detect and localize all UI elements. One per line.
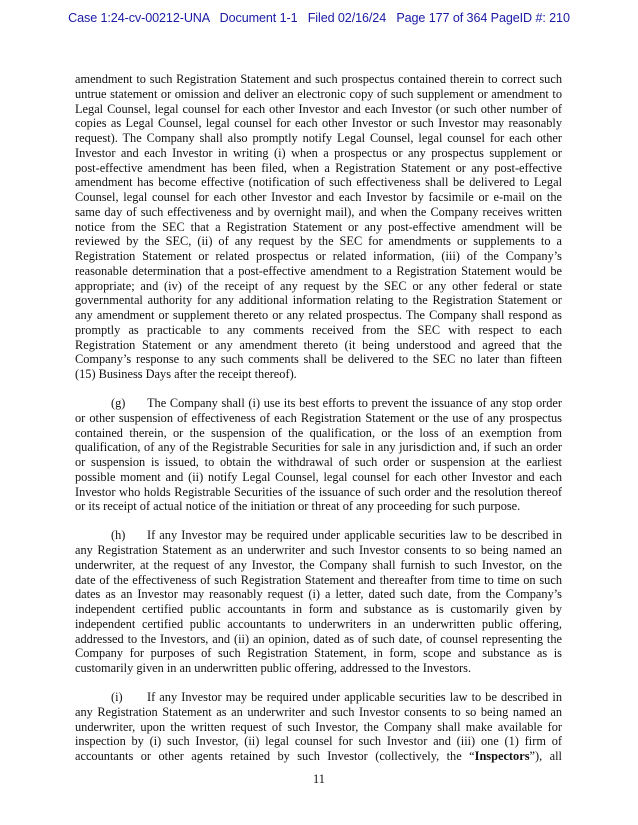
- text-line: dates as an Investor may reasonably request (i) a letter, dated such date, from the Company’s: [75, 587, 562, 602]
- text-line: (g) The Company shall (i) use its best efforts to prevent the issuance of any stop order: [111, 396, 562, 411]
- text-line: (i) If any Investor may be required under applicable securities law to be described in: [111, 690, 562, 705]
- text-line: Investor who holds Registrable Securities of the issuance of such order and the resolution thereof: [75, 484, 562, 499]
- paragraph-h: [75, 528, 562, 676]
- text-line: accountants or other agents retained by such Investor (collectively, the “Inspectors”), all: [75, 749, 562, 764]
- text-line: possible moment and (ii) notify Legal Counsel, legal counsel for each other Investor and each: [75, 469, 562, 484]
- text-line: contained therein, or the suspension of the qualification, or the loss of an exemption from: [75, 425, 562, 440]
- text-line: promptly as practicable to any comments received from the SEC with respect to each: [75, 322, 562, 337]
- text-line: post-effective amendment has been filed, when a Registration Statement or any post-effective: [75, 160, 562, 175]
- paragraph-i: [75, 690, 562, 764]
- text-line: Registration Statement or any amendment thereto (it being understood and agreed that the: [75, 337, 562, 352]
- text-line: Investor and each Investor in writing (i) when a prospectus or any prospectus supplement or: [75, 145, 562, 160]
- text-line: Company’s response to any such comments shall be delivered to the SEC no later than fifteen: [75, 352, 562, 367]
- text-line: independent certified public accountants to underwriters in an underwritten public offering,: [75, 616, 562, 631]
- text-line: (15) Business Days after the receipt thereof).: [75, 367, 297, 381]
- text-line: or suspension is issued, to obtain the withdrawal of such order or suspension at the earliest: [75, 455, 562, 470]
- document-body: [75, 72, 562, 778]
- text-line: amendment to such Registration Statement and such prospectus contained therein to correct such: [75, 72, 562, 86]
- text-line: notice from the SEC that a Registration Statement or any post-effective amendment will be: [75, 219, 562, 234]
- text-line: addressed to the Investors, and (ii) an opinion, dated as of such date, of counsel representing the: [75, 631, 562, 646]
- court-filing-header: Case 1:24-cv-00212-UNA Document 1-1 Filed 02/16/24 Page 177 of 364 PageID #: 210: [68, 11, 570, 25]
- paragraph-continuation: [75, 72, 562, 382]
- text-line: any Registration Statement as an underwriter and such Investor consents to so being named an: [75, 543, 562, 558]
- text-line: customarily given in an underwritten public offering, addressed to the Investors.: [75, 661, 472, 676]
- text-line: inspection by (i) such Investor, (ii) legal counsel for such Investor and (iii) one (1) firm of: [75, 734, 562, 749]
- text-line: request). The Company shall also promptly notify Legal Counsel, legal counsel for each other: [75, 131, 562, 145]
- text-line: Company for purposes of such Registration Statement, in form, scope and substance as is: [75, 646, 562, 661]
- text-line: independent certified public accountants in form and substance as is customarily given by: [75, 602, 562, 617]
- text-line: underwriter, at the request of any Investor, the Company shall furnish to such Investor, on the: [75, 557, 562, 572]
- text-line: amendment has become effective (notification of such effectiveness shall be delivered to Legal: [75, 175, 562, 190]
- text-line: underwriter, upon the written request of such Investor, the Company shall make available for: [75, 719, 562, 734]
- paragraph-g: [75, 396, 562, 514]
- text-line: (h) If any Investor may be required under applicable securities law to be described in: [111, 528, 562, 543]
- text-line: any Registration Statement as an underwriter and such Investor consents to so being named an: [75, 704, 562, 719]
- text-line: same day of such effectiveness and by overnight mail), and when the Company receives written: [75, 204, 562, 219]
- defined-term-inspectors: Inspectors: [474, 749, 530, 764]
- section-label: (i): [111, 690, 123, 705]
- text-line: Registration Statement or related prospectus or related information, (iii) of the Company’s: [75, 249, 562, 263]
- text-line: reviewed by the SEC, (ii) of any request by the SEC for amendments or supplements to a: [75, 234, 562, 249]
- section-label: (g): [111, 396, 126, 411]
- text-line: appropriate; and (iv) of the receipt of any request by the SEC or any other federal or state: [75, 278, 562, 293]
- text-line: Legal Counsel, legal counsel for each other Investor and each Investor (or such other number of: [75, 101, 562, 116]
- text-line: copies as Legal Counsel, legal counsel for each other Investor or such Investor may reasonably: [75, 116, 562, 131]
- text-line: any amendment or supplement thereto or any related prospectus. The Company shall respond as: [75, 308, 562, 322]
- page-number: 11: [313, 772, 325, 786]
- section-label: (h): [111, 528, 126, 543]
- text-line: untrue statement or omission and deliver an electronic copy of such supplement or amendment to: [75, 86, 562, 101]
- text-line: or its receipt of actual notice of the initiation or threat of any proceeding for such purpose.: [75, 499, 521, 514]
- text-line: reasonable determination that a post-effective amendment to a Registration Statement would be: [75, 263, 562, 278]
- text-line: governmental authority for any additional information relating to the Registration Statement or: [75, 293, 562, 308]
- text-line: qualification, of any of the Registrable Securities for sale in any jurisdiction and, if such an order: [75, 440, 562, 455]
- text-line: or other suspension of effectiveness of each Registration Statement or the use of any prospectus: [75, 410, 562, 425]
- text-line: Counsel, legal counsel for each other Investor and each Investor by facsimile or e-mail on the: [75, 190, 562, 204]
- text-line: date of the effectiveness of such Registration Statement and thereafter from time to time on such: [75, 572, 562, 587]
